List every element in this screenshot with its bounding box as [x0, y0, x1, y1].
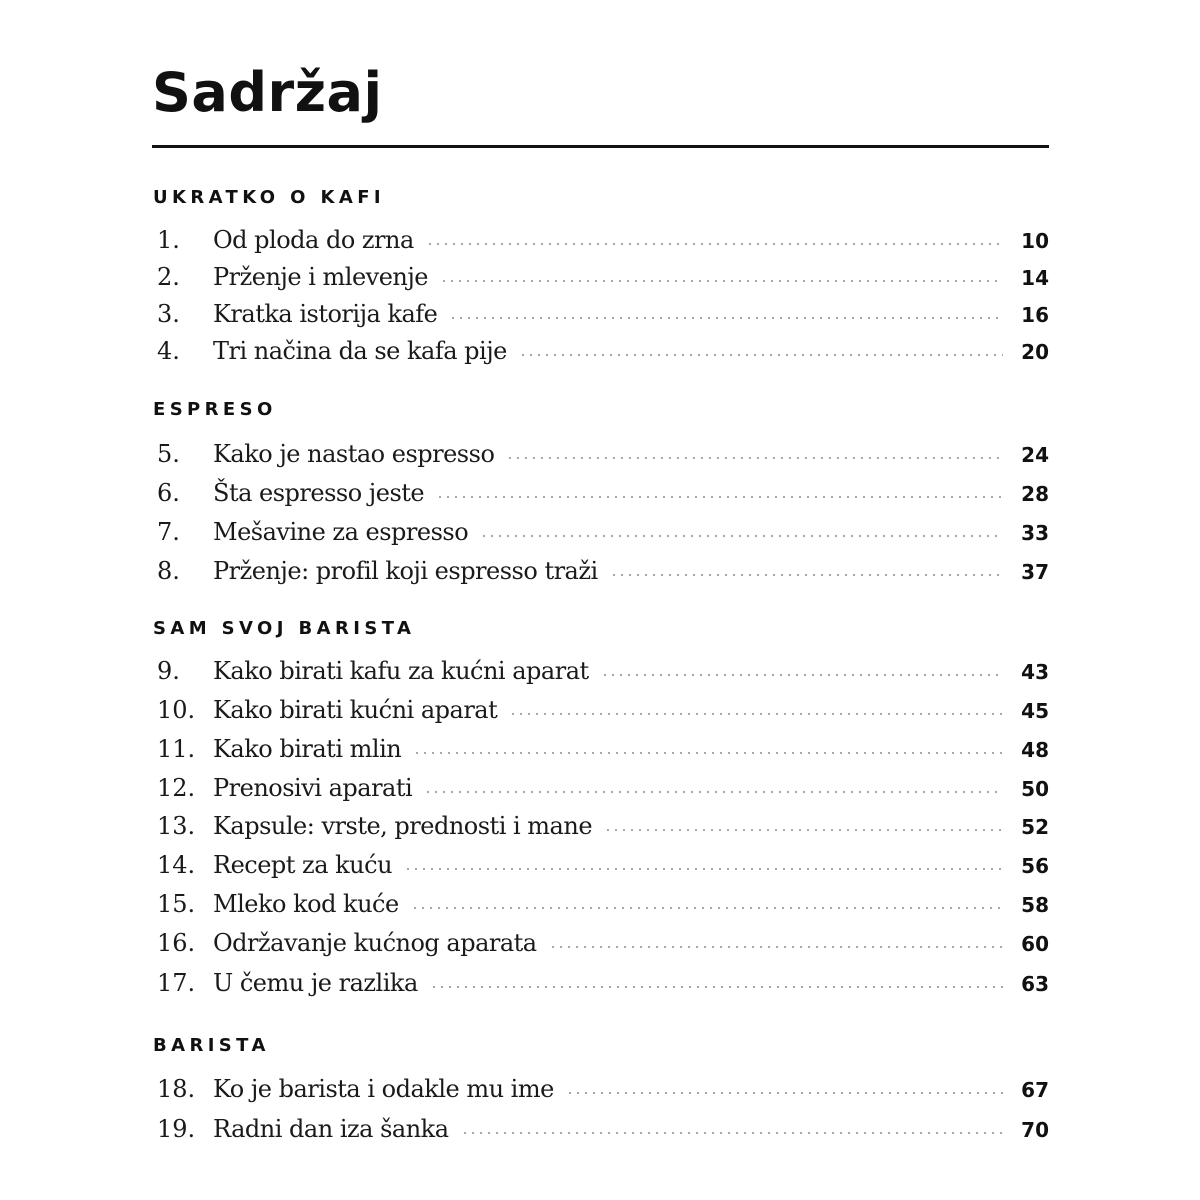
toc-entry[interactable] [153, 809, 1049, 843]
entry-number: 4. [157, 337, 180, 365]
dot-leader [411, 907, 1003, 909]
entry-title: Kako je nastao espresso [213, 440, 495, 468]
section-heading-sam-svoj-barista: SAM SVOJ BARISTA [153, 618, 416, 639]
title-divider [152, 145, 1049, 148]
entry-title: Recept za kuću [213, 851, 393, 879]
dot-leader [404, 868, 1003, 870]
entry-number: 1. [157, 226, 180, 254]
entry-title: Tri načina da se kafa pije [213, 337, 507, 365]
entry-number: 13. [157, 812, 196, 840]
entry-page-number: 45 [1021, 699, 1049, 723]
dot-leader [610, 574, 1003, 576]
section-heading-barista: BARISTA [153, 1035, 270, 1056]
entry-title: Šta espresso jeste [213, 479, 425, 507]
entry-title: Održavanje kućnog aparata [213, 929, 537, 957]
entry-number: 15. [157, 890, 196, 918]
entry-page-number: 52 [1021, 815, 1049, 839]
entry-page-number: 67 [1021, 1078, 1049, 1102]
entry-number: 19. [157, 1115, 196, 1143]
entry-title: Prženje: profil koji espresso traži [213, 557, 598, 585]
entry-title: U čemu je razlika [213, 969, 418, 997]
entry-title: Kako birati mlin [213, 735, 402, 763]
entry-number: 12. [157, 774, 196, 802]
entry-page-number: 33 [1021, 521, 1049, 545]
dot-leader [413, 752, 1003, 754]
dot-leader [601, 674, 1003, 676]
entry-title: Kako birati kafu za kućni aparat [213, 657, 589, 685]
toc-entry[interactable] [153, 476, 1049, 510]
entry-title: Od ploda do zrna [213, 226, 414, 254]
toc-entry[interactable] [153, 771, 1049, 805]
entry-number: 7. [157, 518, 180, 546]
dot-leader [519, 354, 1003, 356]
entry-title: Mleko kod kuće [213, 890, 399, 918]
entry-title: Kratka istorija kafe [213, 300, 438, 328]
entry-title: Prenosivi aparati [213, 774, 413, 802]
entry-page-number: 14 [1021, 266, 1049, 290]
entry-number: 2. [157, 263, 180, 291]
entry-page-number: 48 [1021, 738, 1049, 762]
entry-page-number: 63 [1021, 972, 1049, 996]
entry-page-number: 20 [1021, 340, 1049, 364]
toc-entry[interactable] [153, 334, 1049, 368]
toc-entry[interactable] [153, 554, 1049, 588]
entry-number: 17. [157, 969, 196, 997]
section-heading-ukratko-o-kafi: UKRATKO O KAFI [153, 187, 385, 208]
entry-page-number: 16 [1021, 303, 1049, 327]
entry-page-number: 28 [1021, 482, 1049, 506]
page-title: Sadržaj [152, 61, 383, 124]
toc-entry[interactable] [153, 732, 1049, 766]
entry-title: Mešavine za espresso [213, 518, 469, 546]
entry-page-number: 43 [1021, 660, 1049, 684]
entry-page-number: 60 [1021, 932, 1049, 956]
entry-page-number: 56 [1021, 854, 1049, 878]
entry-number: 11. [157, 735, 196, 763]
entry-page-number: 70 [1021, 1118, 1049, 1142]
toc-entry[interactable] [153, 1072, 1049, 1106]
dot-leader [449, 317, 1003, 319]
dot-leader [430, 986, 1003, 988]
entry-number: 18. [157, 1075, 196, 1103]
entry-page-number: 10 [1021, 229, 1049, 253]
dot-leader [604, 829, 1003, 831]
dot-leader [566, 1092, 1003, 1094]
dot-leader [440, 280, 1003, 282]
toc-entry[interactable] [153, 693, 1049, 727]
toc-entry[interactable] [153, 260, 1049, 294]
toc-entry[interactable] [153, 297, 1049, 331]
entry-number: 10. [157, 696, 196, 724]
toc-entry[interactable] [153, 887, 1049, 921]
entry-page-number: 37 [1021, 560, 1049, 584]
entry-number: 8. [157, 557, 180, 585]
dot-leader [480, 535, 1003, 537]
dot-leader [506, 457, 1003, 459]
entry-number: 14. [157, 851, 196, 879]
toc-entry[interactable] [153, 437, 1049, 471]
dot-leader [426, 243, 1003, 245]
dot-leader [509, 713, 1003, 715]
entry-title: Radni dan iza šanka [213, 1115, 449, 1143]
entry-page-number: 50 [1021, 777, 1049, 801]
entry-title: Kapsule: vrste, prednosti i mane [213, 812, 593, 840]
entry-number: 3. [157, 300, 180, 328]
entry-number: 6. [157, 479, 180, 507]
entry-title: Ko je barista i odakle mu ime [213, 1075, 554, 1103]
toc-entry[interactable] [153, 515, 1049, 549]
toc-entry[interactable] [153, 848, 1049, 882]
entry-title: Kako birati kućni aparat [213, 696, 498, 724]
dot-leader [549, 946, 1003, 948]
entry-page-number: 58 [1021, 893, 1049, 917]
dot-leader [461, 1132, 1003, 1134]
toc-entry[interactable] [153, 1112, 1049, 1146]
entry-page-number: 24 [1021, 443, 1049, 467]
entry-number: 9. [157, 657, 180, 685]
entry-number: 16. [157, 929, 196, 957]
toc-entry[interactable] [153, 654, 1049, 688]
toc-entry[interactable] [153, 966, 1049, 1000]
entry-number: 5. [157, 440, 180, 468]
dot-leader [424, 791, 1003, 793]
toc-entry[interactable] [153, 223, 1049, 257]
dot-leader [436, 496, 1003, 498]
entry-title: Prženje i mlevenje [213, 263, 429, 291]
section-heading-espreso: ESPRESO [153, 399, 277, 420]
toc-entry[interactable] [153, 926, 1049, 960]
